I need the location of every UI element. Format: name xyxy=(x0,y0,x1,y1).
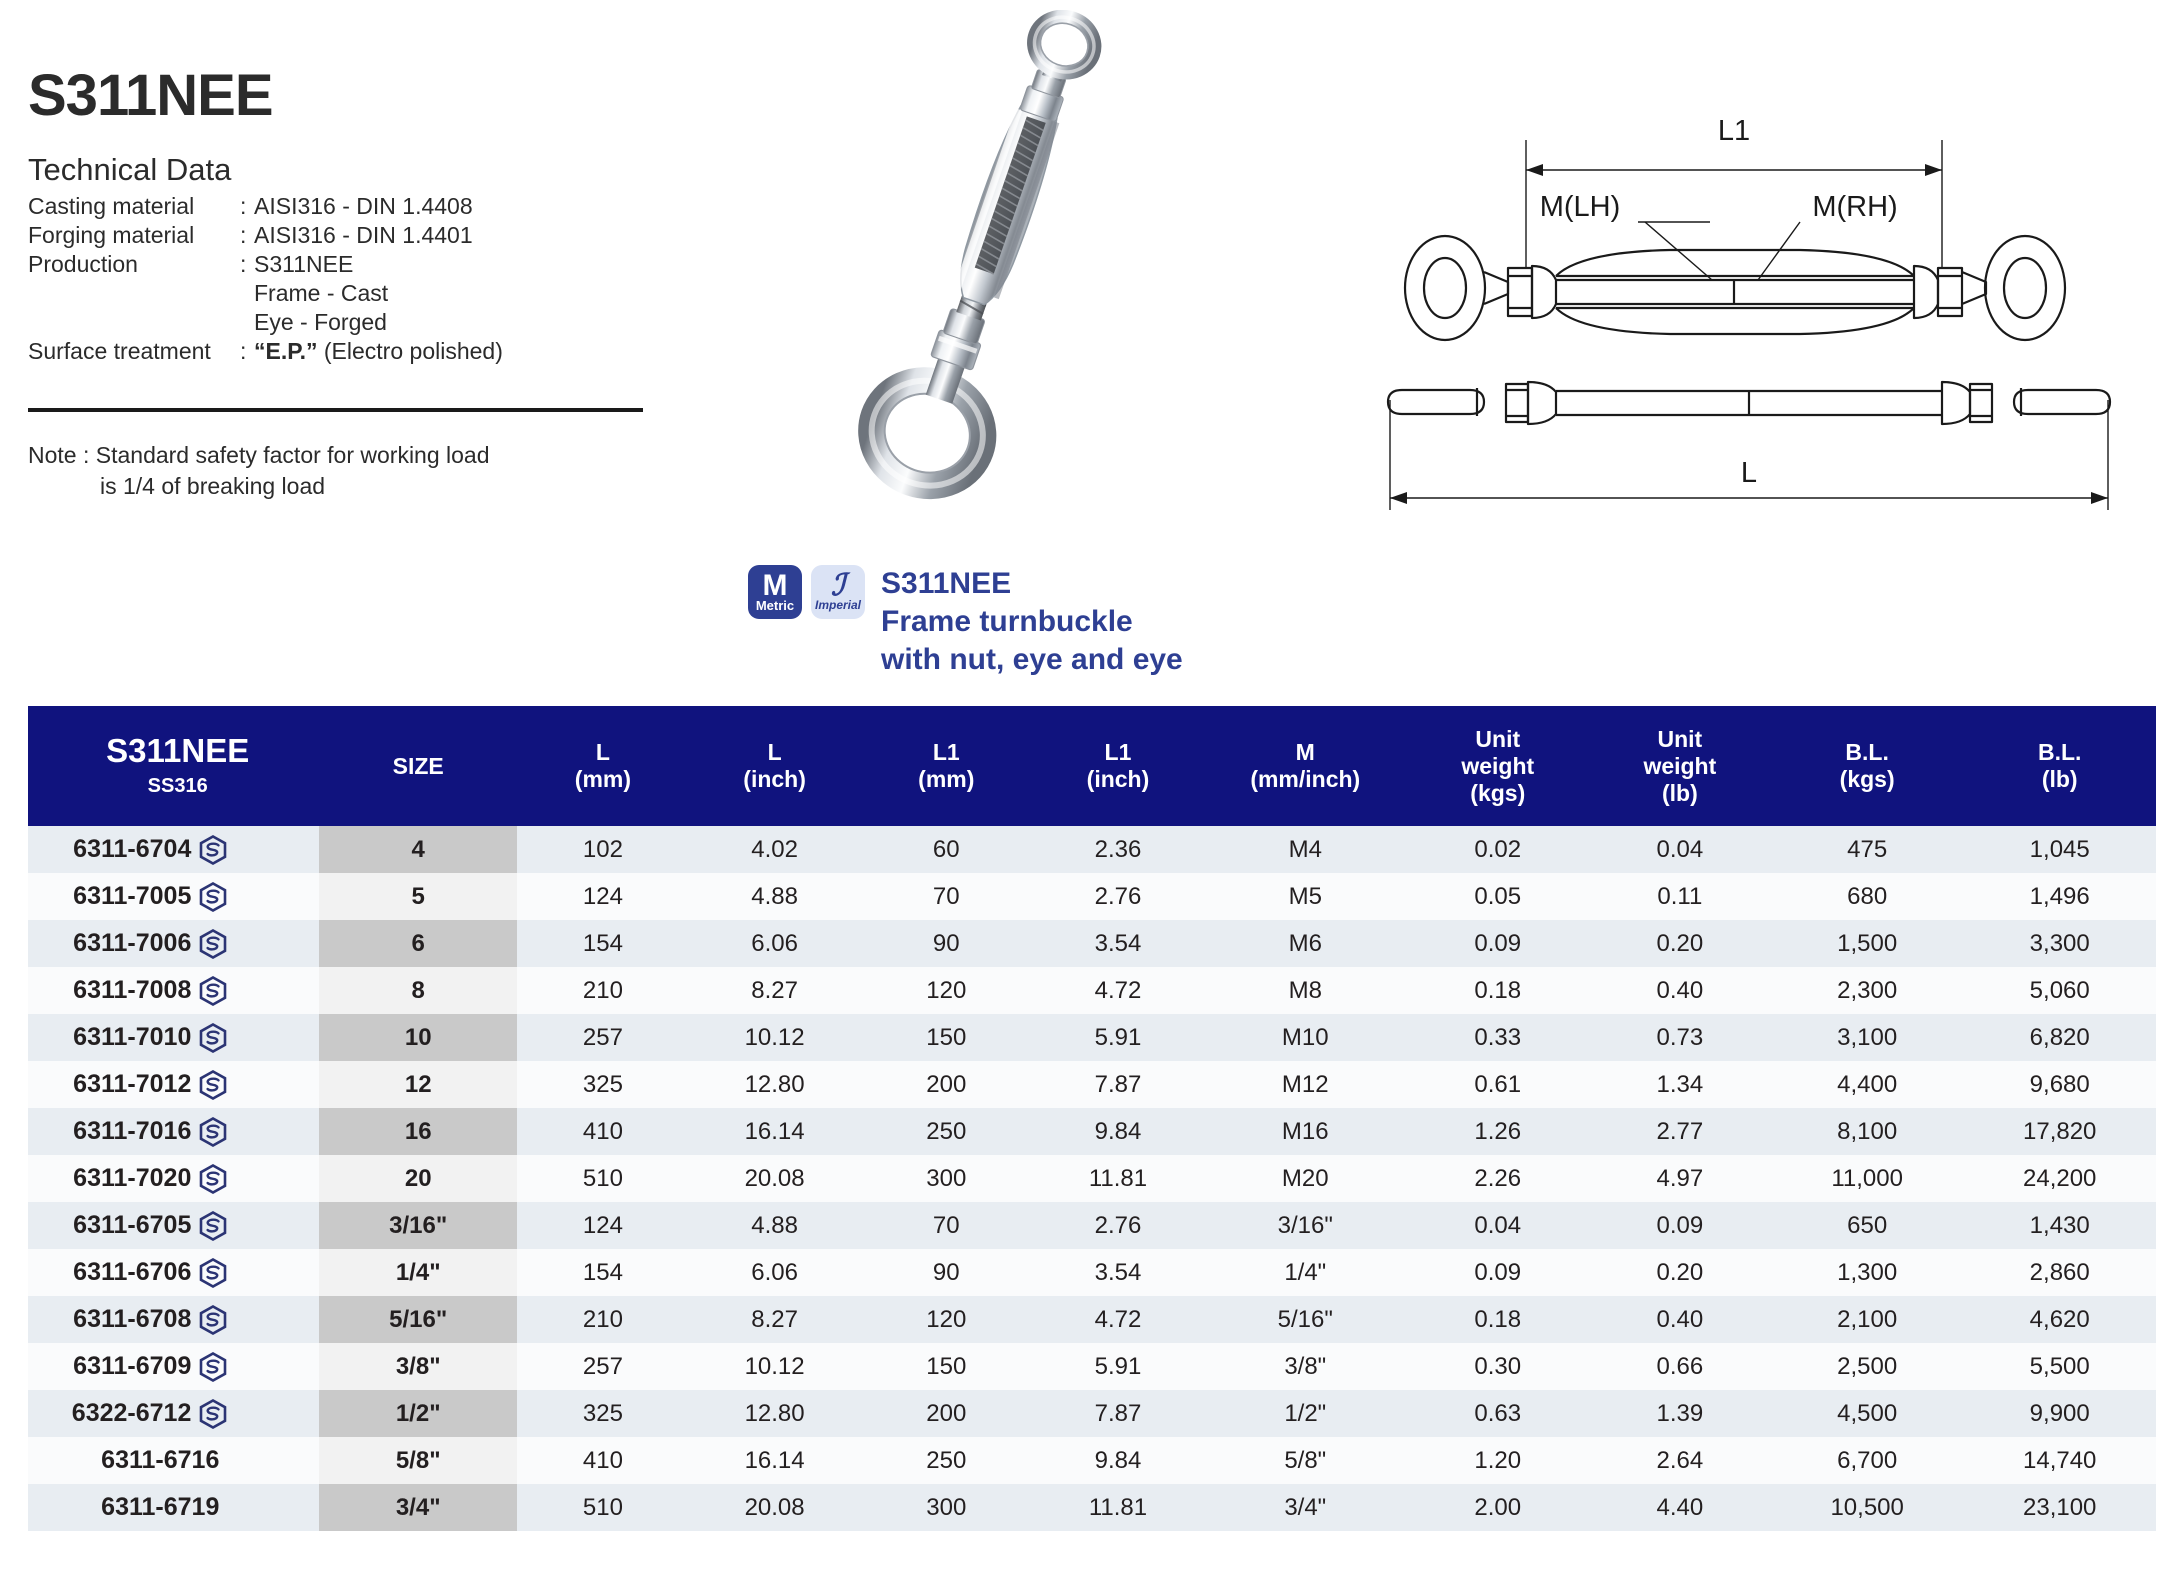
drawing-top-view xyxy=(1405,140,2065,340)
cell-l-mm: 210 xyxy=(517,1296,689,1343)
cell-unit-weight-lb: 0.40 xyxy=(1589,967,1771,1014)
table-row xyxy=(28,1296,2156,1343)
part-number-text: 6311-7006 xyxy=(73,929,192,957)
cell-l-mm: 257 xyxy=(517,1343,689,1390)
cell-m: 3/4" xyxy=(1204,1484,1407,1531)
dimension-label-m-lh: M(LH) xyxy=(1539,191,1621,223)
spec-label: Production xyxy=(28,251,138,277)
spec-label: Surface treatment xyxy=(28,338,211,364)
cell-part-number xyxy=(28,1296,319,1343)
cell-l-inch: 6.06 xyxy=(689,1249,861,1296)
cell-size: 3/16" xyxy=(319,1202,517,1249)
imperial-badge-word: Imperial xyxy=(814,598,862,612)
cell-l1-inch: 7.87 xyxy=(1032,1390,1204,1437)
cell-size: 10 xyxy=(319,1014,517,1061)
header-l1-inch-line1: L1 xyxy=(1104,739,1132,765)
cell-unit-weight-lb: 4.97 xyxy=(1589,1155,1771,1202)
cell-bl-lb: 1,496 xyxy=(1963,873,2156,920)
table-row xyxy=(28,1484,2156,1531)
brand-hex-logo-icon xyxy=(199,1258,227,1288)
cell-l1-inch: 9.84 xyxy=(1032,1108,1204,1155)
cell-l-inch: 6.06 xyxy=(689,920,861,967)
cell-bl-kgs: 680 xyxy=(1771,873,1964,920)
cell-l-inch: 12.80 xyxy=(689,1061,861,1108)
header-l1-mm-line2: (mm) xyxy=(918,766,975,792)
brand-hex-logo-icon xyxy=(199,1305,227,1335)
cell-bl-lb: 9,900 xyxy=(1963,1390,2156,1437)
cell-size: 3/4" xyxy=(319,1484,517,1531)
spec-label: Casting material xyxy=(28,193,195,219)
cell-bl-kgs: 8,100 xyxy=(1771,1108,1964,1155)
brand-hex-logo-icon xyxy=(199,929,227,959)
cell-size: 5/8" xyxy=(319,1437,517,1484)
cell-l1-mm: 200 xyxy=(860,1390,1032,1437)
cell-l-mm: 154 xyxy=(517,920,689,967)
cell-part-number xyxy=(28,826,319,873)
cell-m: M16 xyxy=(1204,1108,1407,1155)
cell-unit-weight-lb: 1.39 xyxy=(1589,1390,1771,1437)
cell-bl-kgs: 6,700 xyxy=(1771,1437,1964,1484)
cell-part-number xyxy=(28,1343,319,1390)
cell-l-mm: 154 xyxy=(517,1249,689,1296)
header-l-inch xyxy=(689,706,861,826)
cell-l-mm: 510 xyxy=(517,1484,689,1531)
cell-unit-weight-kgs: 0.05 xyxy=(1407,873,1589,920)
cell-l-mm: 210 xyxy=(517,967,689,1014)
part-number-text: 6311-6705 xyxy=(73,1211,192,1239)
table-row xyxy=(28,1014,2156,1061)
part-number-text: 6311-7012 xyxy=(73,1070,192,1098)
cell-m: 1/2" xyxy=(1204,1390,1407,1437)
spec-colon: : xyxy=(240,338,247,364)
cell-l-mm: 410 xyxy=(517,1437,689,1484)
brand-hex-logo-icon xyxy=(199,1211,227,1241)
cell-m: M6 xyxy=(1204,920,1407,967)
table-row xyxy=(28,967,2156,1014)
table-row xyxy=(28,920,2156,967)
brand-hex-logo-icon xyxy=(199,1070,227,1100)
header-l1-mm xyxy=(860,706,1032,826)
cell-part-number xyxy=(28,1437,319,1484)
cell-bl-lb: 23,100 xyxy=(1963,1484,2156,1531)
cell-size: 20 xyxy=(319,1155,517,1202)
engineering-drawings xyxy=(1380,100,2160,530)
cell-l1-inch: 2.76 xyxy=(1032,1202,1204,1249)
part-number-text: 6311-7008 xyxy=(73,976,192,1004)
cell-l1-mm: 90 xyxy=(860,1249,1032,1296)
part-number-text: 6311-6716 xyxy=(101,1446,220,1474)
header-m-line2: (mm/inch) xyxy=(1250,766,1361,792)
cell-unit-weight-kgs: 0.33 xyxy=(1407,1014,1589,1061)
part-number-text: 6311-6709 xyxy=(73,1352,192,1380)
table-row xyxy=(28,873,2156,920)
cell-unit-weight-lb: 2.77 xyxy=(1589,1108,1771,1155)
cell-bl-kgs: 2,300 xyxy=(1771,967,1964,1014)
cell-unit-weight-lb: 0.73 xyxy=(1589,1014,1771,1061)
cell-l-inch: 4.88 xyxy=(689,1202,861,1249)
table-row xyxy=(28,1061,2156,1108)
cell-bl-lb: 9,680 xyxy=(1963,1061,2156,1108)
cell-l1-inch: 2.36 xyxy=(1032,826,1204,873)
table-row xyxy=(28,1155,2156,1202)
cell-part-number xyxy=(28,1484,319,1531)
cell-l1-inch: 3.54 xyxy=(1032,1249,1204,1296)
cell-l-inch: 20.08 xyxy=(689,1484,861,1531)
cell-bl-kgs: 475 xyxy=(1771,826,1964,873)
brand-hex-logo-icon xyxy=(199,1117,227,1147)
header-m-line1: M xyxy=(1295,739,1315,765)
cell-size: 5 xyxy=(319,873,517,920)
cell-unit-weight-lb: 0.09 xyxy=(1589,1202,1771,1249)
production-sub-eye: Eye - Forged xyxy=(254,309,387,335)
cell-l1-mm: 300 xyxy=(860,1484,1032,1531)
cell-unit-weight-kgs: 2.26 xyxy=(1407,1155,1589,1202)
cell-l1-inch: 9.84 xyxy=(1032,1437,1204,1484)
part-number-text: 6311-6706 xyxy=(73,1258,192,1286)
header-bl-kgs xyxy=(1771,706,1964,826)
cell-l-mm: 102 xyxy=(517,826,689,873)
cell-bl-lb: 3,300 xyxy=(1963,920,2156,967)
header-l-inch-line2: (inch) xyxy=(743,766,806,792)
brand-hex-logo-icon xyxy=(199,882,227,912)
product-code: S311NEE xyxy=(881,567,1012,600)
cell-l-mm: 124 xyxy=(517,873,689,920)
cell-size: 8 xyxy=(319,967,517,1014)
part-number-text: 6311-6708 xyxy=(73,1305,192,1333)
table-row xyxy=(28,1202,2156,1249)
spec-colon: : xyxy=(240,222,247,248)
cell-size: 6 xyxy=(319,920,517,967)
cell-m: M20 xyxy=(1204,1155,1407,1202)
cell-m: 5/16" xyxy=(1204,1296,1407,1343)
cell-bl-lb: 5,060 xyxy=(1963,967,2156,1014)
table-row xyxy=(28,1108,2156,1155)
note-line-1: Note : Standard safety factor for working load xyxy=(28,442,490,468)
cell-unit-weight-kgs: 0.30 xyxy=(1407,1343,1589,1390)
cell-bl-lb: 1,045 xyxy=(1963,826,2156,873)
cell-bl-kgs: 1,500 xyxy=(1771,920,1964,967)
header-uw-kgs-line1: Unit xyxy=(1475,725,1521,752)
cell-l1-mm: 90 xyxy=(860,920,1032,967)
cell-bl-lb: 4,620 xyxy=(1963,1296,2156,1343)
specification-table xyxy=(28,706,2156,1531)
cell-bl-kgs: 11,000 xyxy=(1771,1155,1964,1202)
divider xyxy=(28,408,643,412)
cell-bl-lb: 17,820 xyxy=(1963,1108,2156,1155)
header-brand-main: S311NEE xyxy=(106,732,250,769)
cell-m: 3/16" xyxy=(1204,1202,1407,1249)
cell-m: 5/8" xyxy=(1204,1437,1407,1484)
cell-unit-weight-lb: 0.20 xyxy=(1589,1249,1771,1296)
header-bl-lb-line2: (lb) xyxy=(2041,766,2078,792)
cell-l1-inch: 3.54 xyxy=(1032,920,1204,967)
cell-l1-mm: 120 xyxy=(860,1296,1032,1343)
part-number-text: 6311-7016 xyxy=(73,1117,192,1145)
cell-l1-inch: 4.72 xyxy=(1032,1296,1204,1343)
cell-l1-mm: 120 xyxy=(860,967,1032,1014)
header-bl-kgs-line1: B.L. xyxy=(1845,739,1889,765)
cell-bl-kgs: 4,500 xyxy=(1771,1390,1964,1437)
cell-l-inch: 12.80 xyxy=(689,1390,861,1437)
turnbuckle-illustration xyxy=(857,10,1123,501)
cell-l-inch: 4.88 xyxy=(689,873,861,920)
product-name-line-1: Frame turnbuckle xyxy=(881,605,1133,638)
cell-unit-weight-kgs: 0.18 xyxy=(1407,1296,1589,1343)
cell-l-inch: 16.14 xyxy=(689,1437,861,1484)
cell-l1-mm: 250 xyxy=(860,1108,1032,1155)
cell-l1-inch: 11.81 xyxy=(1032,1155,1204,1202)
cell-l-mm: 325 xyxy=(517,1390,689,1437)
header-m xyxy=(1204,706,1407,826)
production-sub-frame: Frame - Cast xyxy=(254,280,389,306)
header-uw-lb-line2: weight xyxy=(1643,752,1717,779)
cell-unit-weight-lb: 2.64 xyxy=(1589,1437,1771,1484)
note-block xyxy=(28,440,688,502)
table-row xyxy=(28,1343,2156,1390)
header-l1-mm-line1: L1 xyxy=(932,739,960,765)
cell-l1-inch: 5.91 xyxy=(1032,1014,1204,1061)
part-number-text: 6311-7005 xyxy=(73,882,192,910)
cell-unit-weight-lb: 4.40 xyxy=(1589,1484,1771,1531)
part-number-text: 6311-6704 xyxy=(73,835,192,863)
spec-value: S311NEE xyxy=(254,251,354,277)
cell-m: M5 xyxy=(1204,873,1407,920)
cell-l1-inch: 4.72 xyxy=(1032,967,1204,1014)
drawing-side-view xyxy=(1388,382,2110,510)
cell-l-inch: 10.12 xyxy=(689,1014,861,1061)
cell-l1-inch: 2.76 xyxy=(1032,873,1204,920)
brand-hex-logo-icon xyxy=(199,976,227,1006)
spec-label: Forging material xyxy=(28,222,195,248)
cell-size: 1/2" xyxy=(319,1390,517,1437)
part-number-text: 6311-7010 xyxy=(73,1023,192,1051)
cell-size: 12 xyxy=(319,1061,517,1108)
header-section xyxy=(0,0,2184,700)
cell-l1-mm: 250 xyxy=(860,1437,1032,1484)
cell-bl-lb: 14,740 xyxy=(1963,1437,2156,1484)
metric-badge-glyph: M xyxy=(762,569,788,602)
cell-bl-lb: 2,860 xyxy=(1963,1249,2156,1296)
cell-unit-weight-kgs: 2.00 xyxy=(1407,1484,1589,1531)
cell-bl-kgs: 2,100 xyxy=(1771,1296,1964,1343)
cell-l-inch: 20.08 xyxy=(689,1155,861,1202)
header-uw-lb-line3: (lb) xyxy=(1661,779,1698,806)
imperial-badge-icon xyxy=(811,565,865,619)
cell-bl-kgs: 3,100 xyxy=(1771,1014,1964,1061)
table-row xyxy=(28,826,2156,873)
header-unit-weight-lb xyxy=(1589,706,1771,826)
table-row xyxy=(28,1390,2156,1437)
spec-colon: : xyxy=(240,251,247,277)
note-line-2: is 1/4 of breaking load xyxy=(100,473,326,499)
cell-unit-weight-lb: 0.04 xyxy=(1589,826,1771,873)
cell-bl-lb: 5,500 xyxy=(1963,1343,2156,1390)
product-name-line-2: with nut, eye and eye xyxy=(881,643,1183,676)
surface-value-rest: (Electro polished) xyxy=(317,338,503,364)
cell-l1-mm: 300 xyxy=(860,1155,1032,1202)
cell-unit-weight-kgs: 0.18 xyxy=(1407,967,1589,1014)
product-photo xyxy=(700,10,1260,550)
header-uw-lb-line1: Unit xyxy=(1657,725,1703,752)
part-number-text: 6322-6712 xyxy=(71,1399,192,1427)
cell-part-number xyxy=(28,967,319,1014)
cell-m: M10 xyxy=(1204,1014,1407,1061)
header-unit-weight-kgs xyxy=(1407,706,1589,826)
cell-part-number xyxy=(28,1249,319,1296)
metric-badge-word: Metric xyxy=(755,598,795,613)
cell-l-mm: 410 xyxy=(517,1108,689,1155)
part-number-text: 6311-7020 xyxy=(73,1164,192,1192)
header-brand-sub: SS316 xyxy=(147,775,208,797)
header-l-inch-line1: L xyxy=(767,739,782,765)
cell-unit-weight-lb: 1.34 xyxy=(1589,1061,1771,1108)
cell-unit-weight-lb: 0.20 xyxy=(1589,920,1771,967)
spec-row-casting-material xyxy=(28,192,668,221)
cell-l1-inch: 11.81 xyxy=(1032,1484,1204,1531)
table-body xyxy=(28,826,2156,1531)
cell-l1-mm: 70 xyxy=(860,873,1032,920)
cell-bl-kgs: 10,500 xyxy=(1771,1484,1964,1531)
cell-unit-weight-kgs: 0.63 xyxy=(1407,1390,1589,1437)
metric-badge-icon xyxy=(748,565,802,619)
cell-bl-lb: 6,820 xyxy=(1963,1014,2156,1061)
cell-size: 5/16" xyxy=(319,1296,517,1343)
dimension-label-m-rh: M(RH) xyxy=(1812,191,1898,223)
cell-l1-inch: 7.87 xyxy=(1032,1061,1204,1108)
surface-value-bold: “E.P.” xyxy=(254,338,318,364)
brand-hex-logo-icon xyxy=(199,1399,227,1429)
cell-part-number xyxy=(28,1155,319,1202)
cell-l-inch: 8.27 xyxy=(689,1296,861,1343)
brand-hex-logo-icon xyxy=(199,1352,227,1382)
cell-l1-mm: 60 xyxy=(860,826,1032,873)
cell-m: 1/4" xyxy=(1204,1249,1407,1296)
cell-unit-weight-lb: 0.11 xyxy=(1589,873,1771,920)
cell-bl-kgs: 650 xyxy=(1771,1202,1964,1249)
header-l-mm xyxy=(517,706,689,826)
lower-eye xyxy=(857,366,997,501)
brand-hex-logo-icon xyxy=(199,1023,227,1053)
header-l-mm-line1: L xyxy=(595,739,610,765)
spec-value: AISI316 - DIN 1.4401 xyxy=(254,222,473,248)
cell-l-mm: 325 xyxy=(517,1061,689,1108)
cell-l-mm: 510 xyxy=(517,1155,689,1202)
cell-unit-weight-kgs: 0.09 xyxy=(1407,920,1589,967)
cell-unit-weight-kgs: 0.09 xyxy=(1407,1249,1589,1296)
brand-hex-logo-icon xyxy=(199,835,227,865)
header-l1-inch xyxy=(1032,706,1204,826)
cell-bl-kgs: 2,500 xyxy=(1771,1343,1964,1390)
cell-l1-mm: 70 xyxy=(860,1202,1032,1249)
cell-unit-weight-kgs: 0.61 xyxy=(1407,1061,1589,1108)
cell-part-number xyxy=(28,1061,319,1108)
header-bl-lb xyxy=(1963,706,2156,826)
cell-unit-weight-kgs: 0.02 xyxy=(1407,826,1589,873)
product-title-block xyxy=(748,565,1183,679)
spec-value xyxy=(254,337,668,366)
cell-m: M12 xyxy=(1204,1061,1407,1108)
spec-value: AISI316 - DIN 1.4408 xyxy=(254,193,473,219)
cell-size: 3/8" xyxy=(319,1343,517,1390)
cell-l-inch: 16.14 xyxy=(689,1108,861,1155)
spec-row-production xyxy=(28,250,668,279)
header-size xyxy=(319,706,517,826)
brand-hex-logo-icon xyxy=(199,1164,227,1194)
header-l-mm-line2: (mm) xyxy=(574,766,632,792)
header-brand xyxy=(28,706,319,826)
cell-l-inch: 8.27 xyxy=(689,967,861,1014)
technical-data-heading: Technical Data xyxy=(28,152,232,187)
dimension-label-l: L xyxy=(1740,457,1758,489)
cell-m: M8 xyxy=(1204,967,1407,1014)
table-row xyxy=(28,1249,2156,1296)
header-uw-kgs-line3: (kgs) xyxy=(1470,779,1526,806)
cell-l-inch: 10.12 xyxy=(689,1343,861,1390)
part-number-text: 6311-6719 xyxy=(101,1493,220,1521)
cell-l1-mm: 150 xyxy=(860,1014,1032,1061)
cell-unit-weight-kgs: 1.26 xyxy=(1407,1108,1589,1155)
cell-bl-lb: 1,430 xyxy=(1963,1202,2156,1249)
cell-l1-mm: 150 xyxy=(860,1343,1032,1390)
technical-data-block xyxy=(28,152,668,366)
spec-row-forging-material xyxy=(28,221,668,250)
product-name-lines xyxy=(881,565,1183,679)
header-size-line1: SIZE xyxy=(392,752,444,779)
header-uw-kgs-line2: weight xyxy=(1461,752,1535,779)
table-header-row xyxy=(28,706,2156,826)
cell-part-number xyxy=(28,1108,319,1155)
cell-unit-weight-lb: 0.66 xyxy=(1589,1343,1771,1390)
cell-bl-lb: 24,200 xyxy=(1963,1155,2156,1202)
cell-size: 4 xyxy=(319,826,517,873)
header-bl-lb-line1: B.L. xyxy=(2037,739,2082,765)
cell-part-number xyxy=(28,920,319,967)
cell-m: 3/8" xyxy=(1204,1343,1407,1390)
cell-unit-weight-kgs: 1.20 xyxy=(1407,1437,1589,1484)
dimension-label-l1: L1 xyxy=(1717,115,1751,147)
cell-bl-kgs: 1,300 xyxy=(1771,1249,1964,1296)
cell-l-mm: 257 xyxy=(517,1014,689,1061)
cell-part-number xyxy=(28,1390,319,1437)
cell-unit-weight-lb: 0.40 xyxy=(1589,1296,1771,1343)
spec-colon: : xyxy=(240,193,247,219)
cell-l1-inch: 5.91 xyxy=(1032,1343,1204,1390)
cell-size: 1/4" xyxy=(319,1249,517,1296)
header-l1-inch-line2: (inch) xyxy=(1086,766,1150,792)
cell-part-number xyxy=(28,873,319,920)
cell-l1-mm: 200 xyxy=(860,1061,1032,1108)
cell-m: M4 xyxy=(1204,826,1407,873)
cell-size: 16 xyxy=(319,1108,517,1155)
imperial-badge-glyph: ℐ xyxy=(830,568,846,603)
cell-part-number xyxy=(28,1202,319,1249)
table-row xyxy=(28,1437,2156,1484)
cell-part-number xyxy=(28,1014,319,1061)
page-title: S311NEE xyxy=(28,63,273,128)
spec-row-surface-treatment xyxy=(28,337,668,366)
cell-bl-kgs: 4,400 xyxy=(1771,1061,1964,1108)
cell-l-inch: 4.02 xyxy=(689,826,861,873)
cell-l-mm: 124 xyxy=(517,1202,689,1249)
cell-unit-weight-kgs: 0.04 xyxy=(1407,1202,1589,1249)
header-bl-kgs-line2: (kgs) xyxy=(1839,766,1895,792)
